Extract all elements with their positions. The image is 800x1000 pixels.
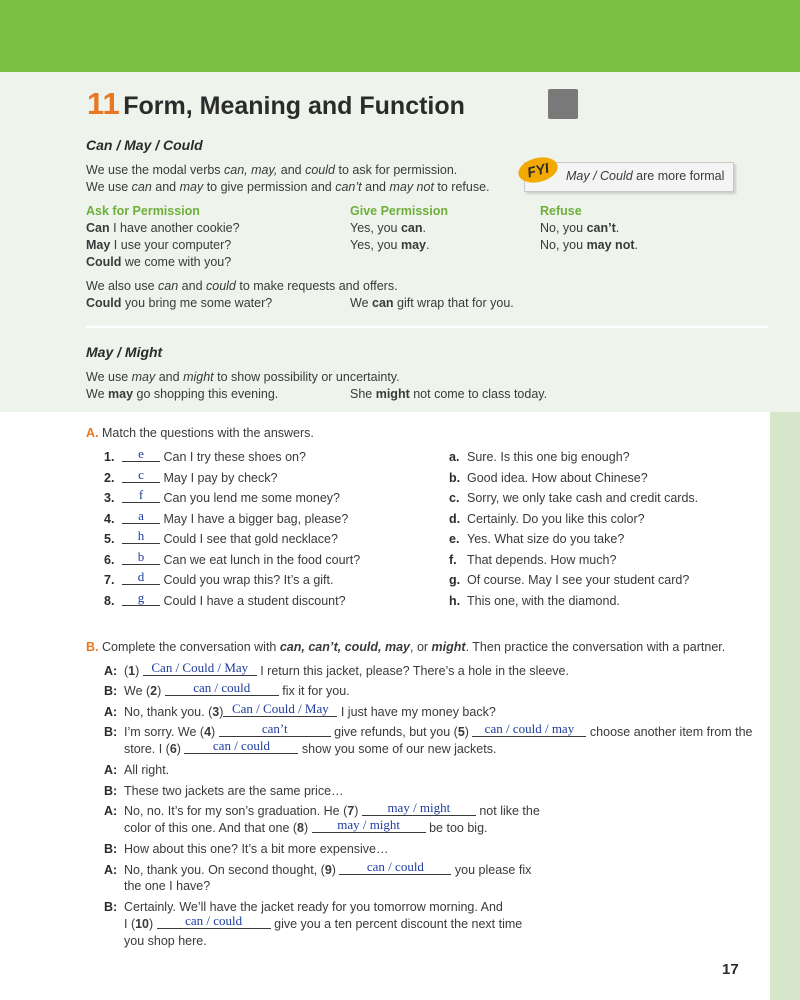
possibility-example: She might not come to class today.	[350, 387, 548, 401]
answer-blank[interactable]: f	[122, 488, 160, 503]
section-heading-can-may-could: Can / May / Could	[86, 137, 203, 153]
dialogue-line-cont: store. I (6) can / could show you some of our new jackets.	[124, 738, 497, 756]
fill-blank[interactable]: Can / Could / May	[223, 702, 337, 717]
title-square-icon	[548, 89, 578, 119]
page-number: 17	[722, 961, 739, 978]
section-divider	[86, 326, 768, 328]
intro-line-1: We use the modal verbs can, may, and could to ask for permission.	[86, 163, 458, 177]
offer-example: We can gift wrap that for you.	[350, 296, 514, 310]
dialogue-line: B: I’m sorry. We (4) can’t give refunds, but you (5) can / could / may choose another item from the	[104, 721, 753, 739]
dialogue-line: A: No, thank you. On second thought, (9) can / could you please fix	[104, 859, 532, 877]
fill-blank[interactable]: can / could	[157, 914, 271, 929]
exercise-b-instruction: B. Complete the conversation with can, can’t, could, may, or might. Then practice the conversation with a partner.	[86, 640, 726, 654]
possibility-text: We use may and might to show possibility or uncertainty.	[86, 370, 400, 384]
dialogue-line: B: These two jackets are the same price…	[104, 784, 344, 798]
answer-blank[interactable]: e	[122, 447, 160, 462]
col-ask-heading: Ask for Permission	[86, 204, 200, 218]
answer-blank[interactable]: c	[122, 468, 160, 483]
match-answer: f. That depends. How much?	[449, 553, 617, 567]
fyi-badge: FYI	[516, 154, 561, 187]
fill-blank[interactable]: Can / Could / May	[143, 661, 257, 676]
match-answer: h. This one, with the diamond.	[449, 594, 620, 608]
match-answer: c. Sorry, we only take cash and credit cards.	[449, 491, 699, 505]
dialogue-line: A: (1) Can / Could / May I return this jacket, please? There’s a hole in the sleeve.	[104, 660, 569, 678]
dialogue-line: B: Certainly. We’ll have the jacket ready for you tomorrow morning. And	[104, 900, 503, 914]
answer-blank[interactable]: b	[122, 550, 160, 565]
fill-blank[interactable]: can / could	[184, 739, 298, 754]
exercise-a-instruction: A. Match the questions with the answers.	[86, 426, 314, 440]
exercise-b-label: B.	[86, 640, 99, 654]
ask-example: May I use your computer?	[86, 238, 232, 252]
exercise-a-label: A.	[86, 426, 99, 440]
fill-blank[interactable]: can / could	[165, 681, 279, 696]
section-heading-may-might: May / Might	[86, 344, 163, 360]
dialogue-line-cont: I (10) can / could give you a ten percent discount the next time	[124, 913, 523, 931]
refuse-example: No, you may not.	[540, 238, 638, 252]
dialogue-line: B: We (2) can / could fix it for you.	[104, 680, 350, 698]
dialogue-line: B: How about this one? It’s a bit more expensive…	[104, 842, 389, 856]
answer-blank[interactable]: h	[122, 529, 160, 544]
fyi-text: May / Could are more formal	[566, 169, 725, 183]
dialogue-line: A: No, thank you. (3) Can / Could / May I just have my money back?	[104, 701, 496, 719]
match-question: 1. e Can I try these shoes on?	[104, 446, 306, 464]
fill-blank[interactable]: can’t	[219, 722, 331, 737]
match-answer: a. Sure. Is this one big enough?	[449, 450, 630, 464]
ask-example: Can I have another cookie?	[86, 221, 240, 235]
unit-title: Form, Meaning and Function	[123, 92, 465, 120]
match-question: 7. d Could you wrap this? It’s a gift.	[104, 569, 334, 587]
col-refuse-heading: Refuse	[540, 204, 582, 218]
fill-blank[interactable]: can / could / may	[472, 722, 586, 737]
match-answer: e. Yes. What size do you take?	[449, 532, 625, 546]
dialogue-line-cont: the one I have?	[124, 879, 211, 893]
match-question: 4. a May I have a bigger bag, please?	[104, 508, 349, 526]
ask-example: Could we come with you?	[86, 255, 232, 269]
request-example: Could you bring me some water?	[86, 296, 273, 310]
possibility-example: We may go shopping this evening.	[86, 387, 279, 401]
match-question: 3. f Can you lend me some money?	[104, 487, 340, 505]
fill-blank[interactable]: may / might	[312, 818, 426, 833]
unit-number: 11	[87, 86, 120, 121]
fill-blank[interactable]: can / could	[339, 860, 451, 875]
dialogue-line: A: All right.	[104, 763, 170, 777]
give-example: Yes, you may.	[350, 238, 430, 252]
fill-blank[interactable]: may / might	[362, 801, 476, 816]
refuse-example: No, you can’t.	[540, 221, 620, 235]
give-example: Yes, you can.	[350, 221, 426, 235]
answer-blank[interactable]: a	[122, 509, 160, 524]
match-question: 6. b Can we eat lunch in the food court?	[104, 549, 361, 567]
answer-blank[interactable]: g	[122, 591, 160, 606]
match-answer: d. Certainly. Do you like this color?	[449, 512, 645, 526]
dialogue-line: A: No, no. It’s for my son’s graduation. He (7) may / might not like the	[104, 800, 540, 818]
intro-line-2: We use can and may to give permission and can’t and may not to refuse.	[86, 180, 490, 194]
match-question: 2. c May I pay by check?	[104, 467, 278, 485]
dialogue-line-cont: color of this one. And that one (8) may / might be too big.	[124, 817, 488, 835]
match-question: 5. h Could I see that gold necklace?	[104, 528, 338, 546]
col-give-heading: Give Permission	[350, 204, 448, 218]
answer-blank[interactable]: d	[122, 570, 160, 585]
match-question: 8. g Could I have a student discount?	[104, 590, 346, 608]
match-answer: b. Good idea. How about Chinese?	[449, 471, 648, 485]
header-bar	[0, 0, 800, 72]
requests-offers-text: We also use can and could to make requests and offers.	[86, 279, 398, 293]
match-answer: g. Of course. May I see your student card?	[449, 573, 690, 587]
unit-heading	[87, 86, 465, 122]
dialogue-line-cont: you shop here.	[124, 934, 207, 948]
side-strip	[770, 412, 800, 1000]
